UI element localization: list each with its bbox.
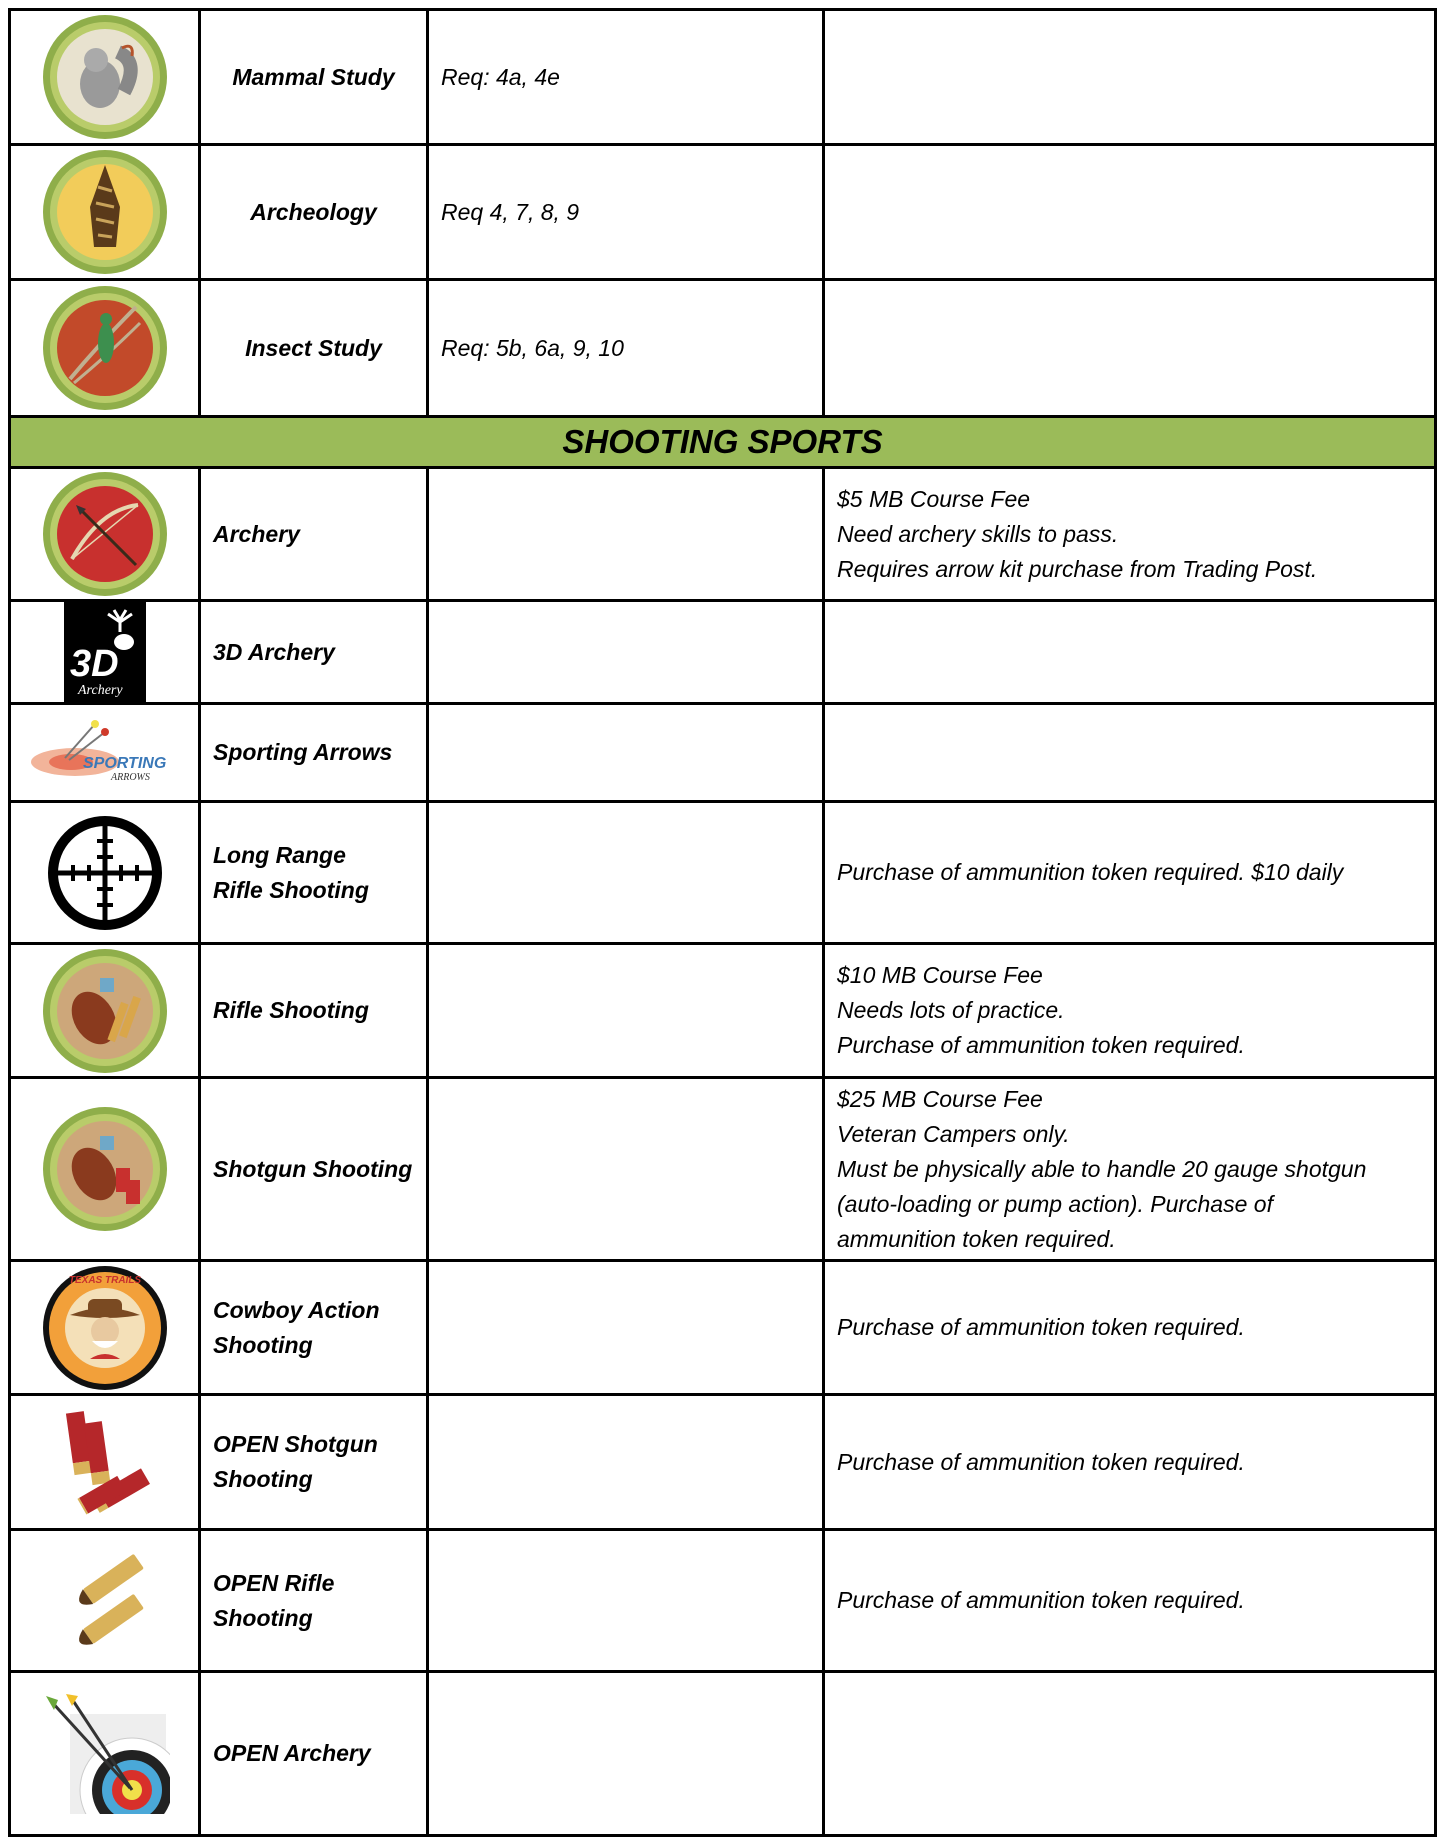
badge-name <box>200 1078 428 1261</box>
badge-name-line: Shooting <box>213 1604 313 1631</box>
badge-note-line: $10 MB Course Fee <box>837 962 1043 988</box>
svg-text:3D: 3D <box>69 643 119 685</box>
badge-requirements <box>428 468 824 601</box>
badge-name <box>200 468 428 601</box>
badge-name-line: OPEN Archery <box>213 1740 371 1766</box>
badge-icon-cell <box>10 802 200 944</box>
badge-name-line: Shotgun Shooting <box>213 1155 413 1182</box>
badge-requirements <box>428 944 824 1078</box>
badge-row <box>10 1078 1436 1261</box>
badge-name-line: OPEN Shotgun <box>213 1431 378 1457</box>
badge-name-line: Shooting <box>213 1331 313 1358</box>
svg-text:TEXAS TRAILS: TEXAS TRAILS <box>68 1274 141 1286</box>
badge-requirements <box>428 1078 824 1261</box>
section-header-row <box>10 417 1436 468</box>
badge-note-line: (auto-loading or pump action). Purchase of <box>837 1190 1273 1217</box>
badge-row <box>10 1261 1436 1395</box>
badge-name <box>200 1530 428 1672</box>
3d-archery-logo-icon <box>64 637 146 698</box>
badge-name: Mammal Study <box>200 10 428 145</box>
badge-icon-cell <box>10 280 200 417</box>
badge-requirements <box>428 1530 824 1672</box>
badge-requirements <box>428 704 824 802</box>
badge-icon-cell <box>10 10 200 145</box>
badge-icon-cell <box>10 1530 200 1672</box>
badge-icon-cell <box>10 1261 200 1395</box>
badge-row <box>10 1672 1436 1836</box>
badge-row <box>10 1395 1436 1530</box>
badge-requirements <box>428 601 824 704</box>
squirrel-patch-icon <box>40 62 170 88</box>
badge-requirements <box>428 1672 824 1836</box>
badge-row <box>10 704 1436 802</box>
shotgun-patch-icon <box>40 1154 170 1180</box>
badge-row <box>10 802 1436 944</box>
badge-name: Insect Study <box>200 280 428 417</box>
badge-note-line: Needs lots of practice. <box>837 997 1065 1023</box>
badge-note-line: Must be physically able to handle 20 gauge shotgun <box>837 1155 1367 1182</box>
badge-requirements <box>428 802 824 944</box>
badge-name-line: Archery <box>213 520 300 547</box>
badge-name <box>200 1672 428 1836</box>
badge-note-line: Veteran Campers only. <box>837 1120 1070 1147</box>
badge-row <box>10 468 1436 601</box>
badge-notes <box>824 280 1436 417</box>
badge-row <box>10 280 1436 417</box>
badge-notes <box>824 704 1436 802</box>
badge-name-line: Long Range <box>213 841 346 868</box>
badge-icon-cell <box>10 944 200 1078</box>
badge-name-line: 3D Archery <box>213 638 335 665</box>
badge-row <box>10 944 1436 1078</box>
badge-notes <box>824 944 1436 1078</box>
badge-icon-cell <box>10 1395 200 1530</box>
badge-row <box>10 601 1436 704</box>
badge-icon-cell <box>10 601 200 704</box>
badge-name-line: Cowboy Action <box>213 1296 380 1323</box>
badge-notes <box>824 601 1436 704</box>
sporting-arrows-logo-icon <box>25 738 185 783</box>
badge-name <box>200 1261 428 1395</box>
insect-patch-icon <box>40 333 170 359</box>
badge-row <box>10 10 1436 145</box>
badge-icon-cell <box>10 1672 200 1836</box>
badge-requirements: Req: 4a, 4e <box>428 10 824 145</box>
badge-note-line: Requires arrow kit purchase from Trading Post. <box>837 555 1318 582</box>
badge-notes <box>824 468 1436 601</box>
merit-badge-table <box>8 8 1437 1837</box>
badge-name <box>200 802 428 944</box>
badge-name-line: Shooting <box>213 1466 313 1492</box>
badge-name <box>200 704 428 802</box>
badge-note-line: Purchase of ammunition token required. <box>837 1587 1245 1613</box>
badge-icon-cell <box>10 145 200 280</box>
archery-patch-icon <box>40 519 170 545</box>
badge-name-line: Rifle Shooting <box>213 876 369 903</box>
badge-notes <box>824 802 1436 944</box>
badge-icon-cell <box>10 1078 200 1261</box>
badge-requirements: Req 4, 7, 8, 9 <box>428 145 824 280</box>
badge-name: Archeology <box>200 145 428 280</box>
badge-notes <box>824 1078 1436 1261</box>
badge-name-line: Sporting Arrows <box>213 739 393 765</box>
badge-row <box>10 1530 1436 1672</box>
badge-icon-cell <box>10 704 200 802</box>
badge-note-line: Need archery skills to pass. <box>837 520 1119 547</box>
svg-text:SPORTING: SPORTING <box>82 754 166 772</box>
badge-notes <box>824 1530 1436 1672</box>
badge-note-line: Purchase of ammunition token required. <box>837 1032 1245 1058</box>
crosshair-icon <box>45 858 165 884</box>
badge-requirements: Req: 5b, 6a, 9, 10 <box>428 280 824 417</box>
badge-note-line: $25 MB Course Fee <box>837 1085 1043 1112</box>
shotgun-shells-icon <box>50 1447 160 1473</box>
badge-note-line: Purchase of ammunition token required. <box>837 1314 1245 1340</box>
badge-requirements <box>428 1261 824 1395</box>
badge-name-line: Rifle Shooting <box>213 997 369 1023</box>
badge-notes <box>824 1261 1436 1395</box>
badge-name <box>200 1395 428 1530</box>
badge-row <box>10 145 1436 280</box>
archery-target-icon <box>40 1739 170 1765</box>
badge-note-line: $5 MB Course Fee <box>837 485 1031 512</box>
badge-note-line: Purchase of ammunition token required. $10 daily <box>837 859 1344 885</box>
badge-notes <box>824 145 1436 280</box>
rifle-patch-icon <box>40 996 170 1022</box>
arrowhead-patch-icon <box>40 197 170 223</box>
badge-icon-cell <box>10 468 200 601</box>
badge-note-line: ammunition token required. <box>837 1225 1116 1252</box>
badge-requirements <box>428 1395 824 1530</box>
badge-notes <box>824 1395 1436 1530</box>
badge-notes <box>824 1672 1436 1836</box>
badge-name-line: OPEN Rifle <box>213 1569 335 1596</box>
rifle-bullets-icon <box>45 1586 165 1612</box>
badge-name <box>200 601 428 704</box>
badge-note-line: Purchase of ammunition token required. <box>837 1448 1245 1475</box>
section-title: SHOOTING SPORTS <box>10 417 1436 468</box>
cowboy-action-logo-icon <box>40 1274 170 1339</box>
badge-notes <box>824 10 1436 145</box>
svg-text:Archery: Archery <box>77 683 123 698</box>
badge-name <box>200 944 428 1078</box>
svg-text:ARROWS: ARROWS <box>110 771 150 783</box>
